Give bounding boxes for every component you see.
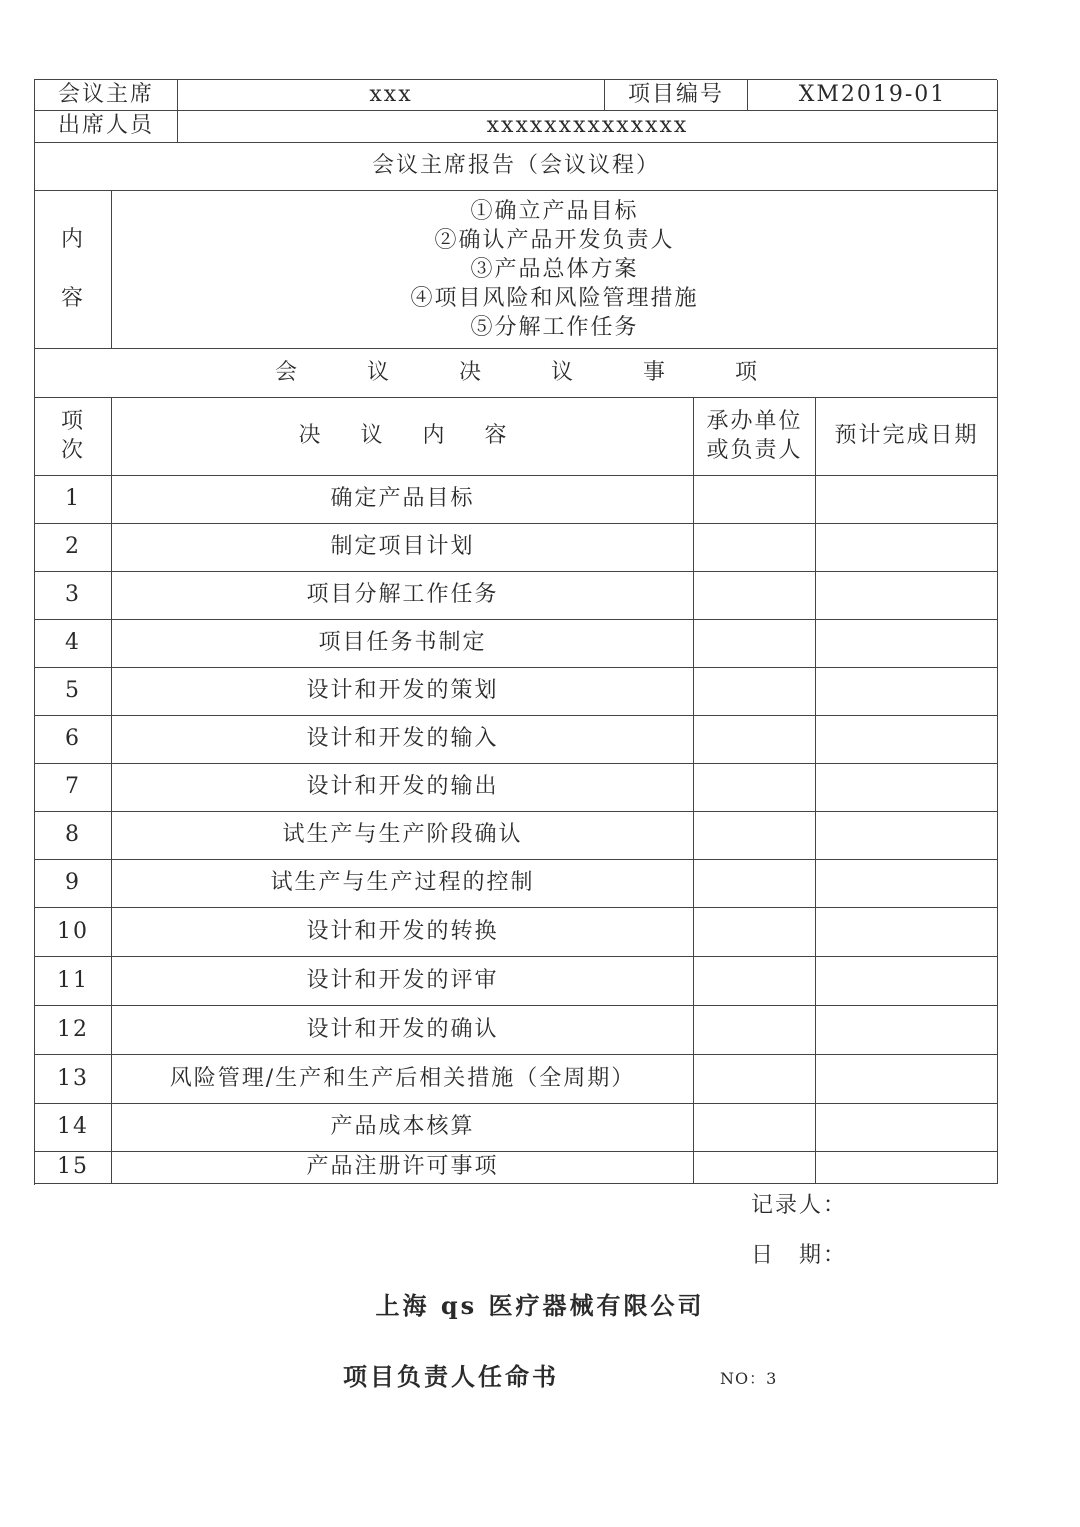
- row-owner: [694, 957, 816, 1006]
- row-due-date: [816, 812, 998, 860]
- row-owner: [694, 1055, 816, 1104]
- row-due-date: [816, 1006, 998, 1055]
- row-number: 11: [35, 957, 112, 1006]
- report-title: 会议主席报告（会议议程）: [35, 143, 998, 191]
- row-number: 5: [35, 668, 112, 716]
- row-due-date: [816, 764, 998, 812]
- row-due-date: [816, 1055, 998, 1104]
- row-content: 项目任务书制定: [112, 620, 694, 668]
- date-label: 日 期：: [751, 1243, 848, 1268]
- recorder-label: 记录人：: [751, 1193, 848, 1218]
- col-owner-header: [694, 398, 816, 476]
- chair-value: xxx: [178, 80, 605, 111]
- col-date-header: 预计完成日期: [816, 398, 998, 476]
- row-number: 8: [35, 812, 112, 860]
- content-label-char-1: 内: [60, 226, 85, 252]
- row-due-date: [816, 524, 998, 572]
- row-content: 项目分解工作任务: [112, 572, 694, 620]
- row-content: 试生产与生产过程的控制: [112, 860, 694, 908]
- col-no-header-char-1: 项: [60, 408, 85, 434]
- row-due-date: [816, 957, 998, 1006]
- row-due-date: [816, 620, 998, 668]
- row-content: 产品注册许可事项: [112, 1152, 694, 1184]
- row-owner: [694, 812, 816, 860]
- agenda-list: [112, 191, 998, 349]
- chair-label: 会议主席: [35, 80, 178, 111]
- attendees-value: xxxxxxxxxxxxxx: [178, 111, 998, 143]
- row-number: 4: [35, 620, 112, 668]
- row-content: 设计和开发的策划: [112, 668, 694, 716]
- company-name: 上海 qs 医疗器械有限公司: [375, 1291, 705, 1320]
- row-content: 风险管理/生产和生产后相关措施（全周期）: [112, 1055, 694, 1104]
- row-due-date: [816, 716, 998, 764]
- row-content: 设计和开发的确认: [112, 1006, 694, 1055]
- row-content: 试生产与生产阶段确认: [112, 812, 694, 860]
- row-owner: [694, 716, 816, 764]
- row-owner: [694, 908, 816, 957]
- resolutions-title: 会议决议事项: [35, 349, 998, 398]
- row-due-date: [816, 1152, 998, 1184]
- row-content: 设计和开发的转换: [112, 908, 694, 957]
- col-no-header-char-2: 次: [60, 437, 85, 463]
- row-due-date: [816, 572, 998, 620]
- content-label-char-2: 容: [60, 285, 85, 311]
- col-owner-header-line-1: 承办单位: [706, 408, 803, 434]
- project-no-label: 项目编号: [605, 80, 748, 111]
- row-number: 3: [35, 572, 112, 620]
- agenda-item: ⑤分解工作任务: [470, 315, 639, 340]
- row-owner: [694, 860, 816, 908]
- row-due-date: [816, 1104, 998, 1152]
- row-owner: [694, 1104, 816, 1152]
- row-number: 14: [35, 1104, 112, 1152]
- col-content-header: 决议内容: [112, 398, 694, 476]
- row-number: 12: [35, 1006, 112, 1055]
- agenda-item: ④项目风险和风险管理措施: [410, 286, 699, 311]
- row-due-date: [816, 908, 998, 957]
- document-number: NO：3: [720, 1369, 778, 1388]
- row-content: 设计和开发的评审: [112, 957, 694, 1006]
- row-content: 设计和开发的输出: [112, 764, 694, 812]
- row-owner: [694, 764, 816, 812]
- row-number: 13: [35, 1055, 112, 1104]
- row-owner: [694, 572, 816, 620]
- row-content: 确定产品目标: [112, 476, 694, 524]
- project-no-value: XM2019-01: [748, 80, 998, 111]
- row-owner: [694, 668, 816, 716]
- row-due-date: [816, 668, 998, 716]
- row-number: 7: [35, 764, 112, 812]
- agenda-item: ③产品总体方案: [470, 257, 639, 282]
- row-owner: [694, 524, 816, 572]
- row-due-date: [816, 860, 998, 908]
- row-due-date: [816, 476, 998, 524]
- row-content: 制定项目计划: [112, 524, 694, 572]
- row-number: 15: [35, 1152, 112, 1184]
- row-owner: [694, 1006, 816, 1055]
- row-number: 9: [35, 860, 112, 908]
- agenda-item: ②确认产品开发负责人: [434, 228, 675, 253]
- row-content: 设计和开发的输入: [112, 716, 694, 764]
- document-title: 项目负责人任命书: [343, 1362, 559, 1391]
- row-owner: [694, 1152, 816, 1184]
- attendees-label: 出席人员: [35, 111, 178, 143]
- col-owner-header-line-2: 或负责人: [706, 437, 803, 463]
- row-number: 10: [35, 908, 112, 957]
- row-number: 2: [35, 524, 112, 572]
- row-number: 6: [35, 716, 112, 764]
- content-label: [35, 191, 112, 349]
- meeting-record-table: [34, 79, 997, 1185]
- col-no-header: [35, 398, 112, 476]
- row-owner: [694, 620, 816, 668]
- row-content: 产品成本核算: [112, 1104, 694, 1152]
- row-number: 1: [35, 476, 112, 524]
- row-owner: [694, 476, 816, 524]
- agenda-item: ①确立产品目标: [470, 199, 639, 224]
